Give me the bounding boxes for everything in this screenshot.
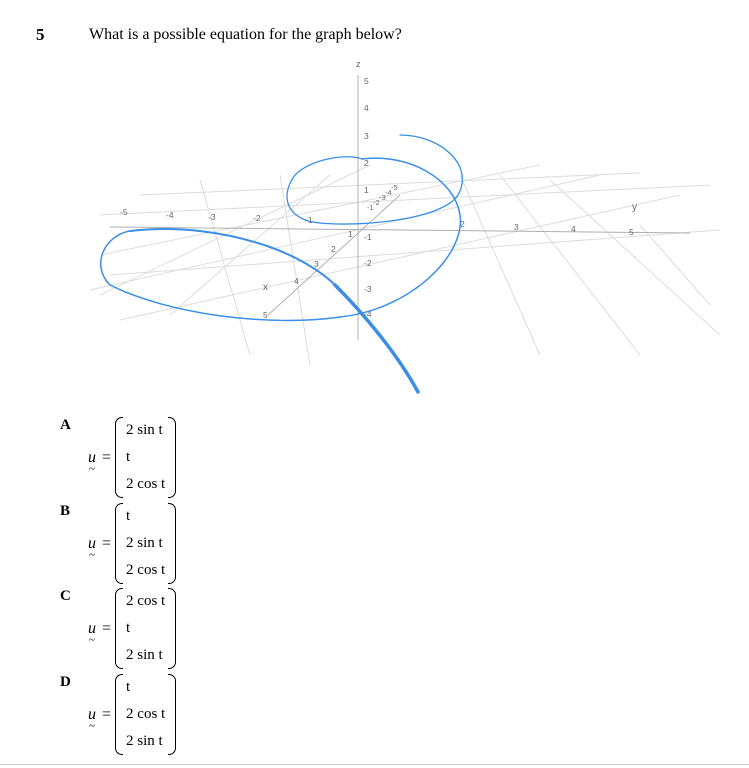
y-tick: -3 (208, 212, 216, 222)
page-bottom-border (0, 764, 749, 765)
z-tick: 1 (364, 185, 369, 195)
vector-entry: 2 cos t (126, 593, 166, 609)
y-tick: -1 (305, 215, 313, 225)
y-tick: 2 (460, 219, 465, 229)
right-paren (168, 588, 176, 669)
option-c-label: C (60, 588, 71, 604)
vector-entry: t (126, 449, 131, 465)
vector-u-symbol: u (88, 619, 96, 637)
x-tick: 3 (314, 259, 319, 269)
left-paren (115, 503, 123, 584)
cluster-tick: -1 (367, 203, 374, 212)
option-c (88, 588, 176, 669)
helix-graph (80, 55, 720, 400)
y-tick: -2 (253, 213, 261, 223)
vector-u (88, 534, 96, 561)
vector-u-symbol: u (88, 534, 96, 552)
y-tick: 3 (514, 222, 519, 232)
right-paren (168, 503, 176, 584)
option-d (88, 674, 176, 755)
cluster-tick: -2 (373, 198, 380, 207)
vector-tilde: ~ (89, 548, 95, 561)
option-a-label: A (60, 417, 71, 433)
z-tick: 4 (364, 103, 369, 113)
x-axis-label: x (263, 282, 268, 293)
z-tick: -1 (364, 232, 372, 242)
y-axis-label: y (632, 202, 637, 213)
question-number: 5 (36, 25, 45, 44)
z-tick: -4 (364, 309, 372, 319)
option-b-label: B (60, 503, 71, 519)
right-paren (168, 674, 176, 755)
option-b (88, 503, 176, 584)
question-text: What is a possible equation for the graph below? (89, 26, 402, 43)
z-tick: 2 (364, 158, 369, 168)
grid-plane (90, 165, 720, 365)
x-tick: 5 (263, 310, 268, 320)
vector-entry: 2 cos t (126, 476, 166, 492)
vector-entry: 2 cos t (126, 562, 166, 578)
equals-sign: = (102, 705, 112, 723)
vector-entry: 2 sin t (126, 733, 163, 749)
vector-u-symbol: u (88, 448, 96, 466)
vector-u (88, 448, 96, 475)
vector-entry: 2 sin t (126, 422, 163, 438)
helix-curve (101, 135, 463, 392)
z-tick: 3 (364, 131, 369, 141)
origin-cluster-labels (367, 183, 398, 212)
vector-tilde: ~ (89, 462, 95, 475)
x-tick: 1 (348, 229, 353, 239)
option-a (88, 417, 176, 498)
y-tick: 4 (571, 224, 576, 234)
left-paren (115, 674, 123, 755)
column-vector (115, 588, 176, 669)
vector-u (88, 705, 96, 732)
vector-entry: 2 sin t (126, 647, 163, 663)
x-tick: 4 (294, 276, 299, 286)
vector-tilde: ~ (89, 719, 95, 732)
column-vector (115, 674, 176, 755)
z-tick: 5 (364, 76, 369, 86)
y-tick: -4 (166, 210, 174, 220)
left-paren (115, 417, 123, 498)
cluster-tick: -3 (379, 193, 386, 202)
cluster-tick: -5 (391, 183, 398, 192)
axes (110, 75, 690, 340)
column-vector (115, 503, 176, 584)
x-tick-labels (263, 229, 353, 320)
x-tick: 2 (331, 244, 336, 254)
cluster-tick: -4 (385, 188, 392, 197)
equals-sign: = (102, 619, 112, 637)
vector-u (88, 619, 96, 646)
vector-u-symbol: u (88, 705, 96, 723)
vector-tilde: ~ (89, 633, 95, 646)
left-paren (115, 588, 123, 669)
vector-entry: t (126, 508, 131, 524)
option-d-label: D (60, 674, 71, 690)
y-tick: -5 (120, 207, 128, 217)
z-tick: -2 (364, 258, 372, 268)
vector-entry: t (126, 679, 131, 695)
right-paren (168, 417, 176, 498)
z-tick-labels (364, 76, 372, 319)
y-tick: 5 (629, 227, 634, 237)
equals-sign: = (102, 534, 112, 552)
equals-sign: = (102, 448, 112, 466)
vector-entry: 2 sin t (126, 535, 163, 551)
vector-entry: 2 cos t (126, 706, 166, 722)
z-axis-label: z (356, 59, 361, 69)
column-vector (115, 417, 176, 498)
vector-entry: t (126, 620, 131, 636)
z-tick: -3 (364, 284, 372, 294)
